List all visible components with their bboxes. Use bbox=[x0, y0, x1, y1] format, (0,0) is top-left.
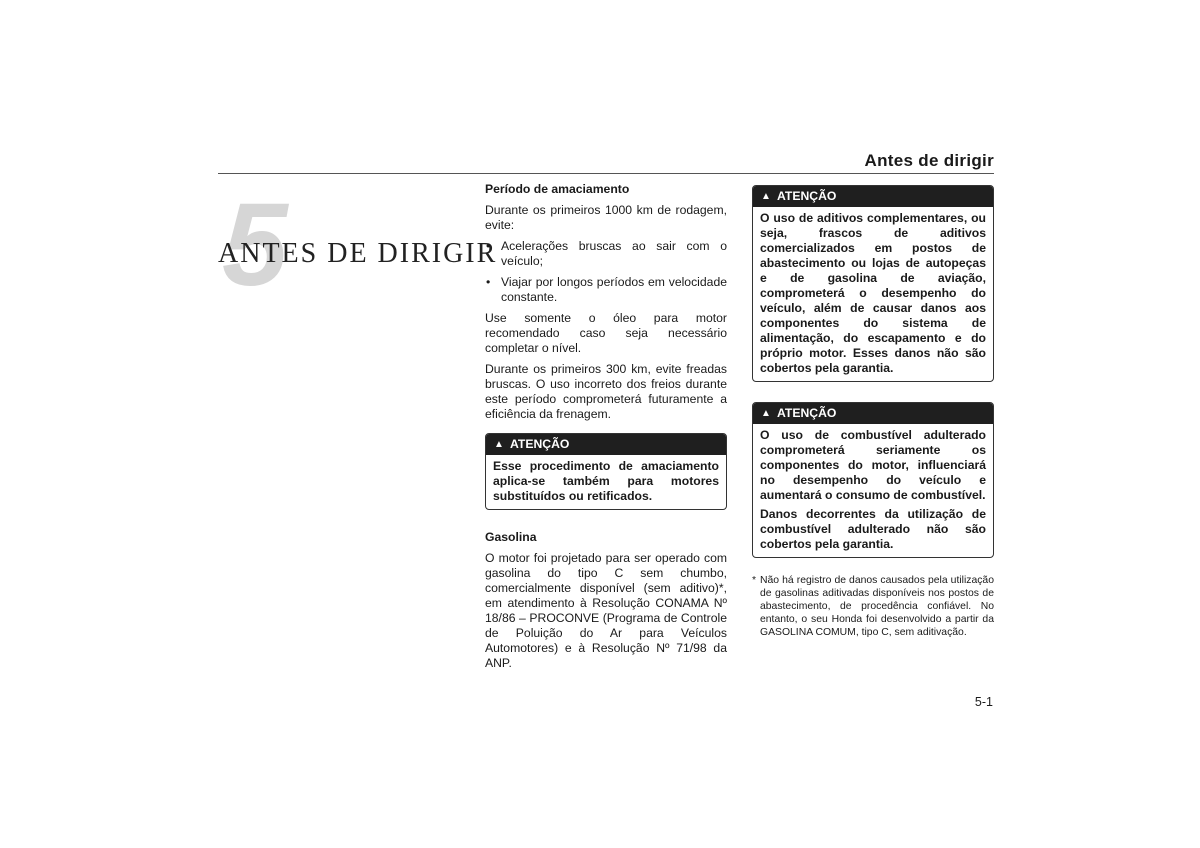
gasoline-heading: Gasolina bbox=[485, 530, 537, 544]
warning-triangle-icon: ▲ bbox=[761, 191, 771, 202]
brakes-paragraph: Durante os primeiros 300 km, evite freadas bruscas. O uso incorreto dos freios durante este período comprometerá futuramente a eficiência da frenagem. bbox=[485, 362, 727, 421]
warning-header bbox=[486, 434, 726, 455]
list-item: • Viajar por longos períodos em velocidade constante. bbox=[485, 275, 727, 305]
warning-text bbox=[486, 455, 726, 509]
break-in-list bbox=[485, 239, 727, 305]
warning-text-break-in: Esse procedimento de amaciamento aplica-se também para motores substituídos ou retificados. bbox=[493, 459, 719, 503]
chapter-title: ANTES DE DIRIGIR bbox=[218, 238, 498, 269]
footnote bbox=[752, 574, 994, 639]
warning-label: ATENÇÃO bbox=[777, 406, 837, 420]
break-in-intro: Durante os primeiros 1000 km de rodagem, evite: bbox=[485, 203, 727, 232]
page-number: 5-1 bbox=[974, 695, 993, 709]
warning-text bbox=[753, 207, 993, 381]
warning-triangle-icon: ▲ bbox=[494, 439, 504, 450]
gasoline-paragraph: O motor foi projetado para ser operado com gasolina do tipo C sem chumbo, comercialmente disponível (sem aditivo)*, em atendimento à Resolução CONAMA Nº 18/86 – PROCONVE (Programa de Controle de Poluição do Ar para Veículos Automotores) e à Resolução Nº 71/98 da ANP. bbox=[485, 551, 727, 670]
warning-text-adulterated-1: O uso de combustível adulterado comprometerá seriamente os componentes do motor, influenciará no desempenho do veículo e aumentará o consumo de combustível. bbox=[760, 428, 986, 502]
right-text-column bbox=[752, 185, 994, 639]
warning-label: ATENÇÃO bbox=[777, 189, 837, 203]
footnote-mark: * bbox=[752, 575, 757, 586]
warning-header bbox=[753, 403, 993, 424]
section-header-title: Antes de dirigir bbox=[864, 151, 994, 170]
warning-header bbox=[753, 186, 993, 207]
warning-box-additives bbox=[752, 185, 994, 382]
header-divider bbox=[218, 173, 994, 174]
break-in-heading: Período de amaciamento bbox=[485, 182, 630, 196]
warning-label: ATENÇÃO bbox=[510, 437, 570, 451]
warning-text-adulterated-2: Danos decorrentes da utilização de combustível adulterado não são cobertos pela garantia. bbox=[760, 507, 986, 551]
warning-text bbox=[753, 424, 993, 557]
list-item: • Acelerações bruscas ao sair com o veículo; bbox=[485, 239, 727, 269]
left-text-column bbox=[485, 182, 727, 677]
warning-box-adulterated-fuel bbox=[752, 402, 994, 558]
warning-text-additives: O uso de aditivos complementares, ou seja, frascos de aditivos comercializados em postos de abastecimento ou lojas de autopeças e de gasolina de aviação, comprometerá o desempenho do veículo, além de causar danos aos componentes do sistema de alimentação, do escapamento e do próprio motor. Esses danos não são cobertos pela garantia. bbox=[760, 211, 986, 375]
footnote-text: Não há registro de danos causados pela utilização de gasolinas aditivadas disponíveis nos postos de abastecimento, de procedência confiável. No entanto, o seu Honda foi desenvolvido a partir da GASOLINA COMUM, tipo C, sem aditivação. bbox=[760, 575, 994, 638]
warning-triangle-icon: ▲ bbox=[761, 408, 771, 419]
warning-box-break-in bbox=[485, 433, 727, 510]
chapter-number: 5 bbox=[222, 179, 288, 311]
oil-paragraph: Use somente o óleo para motor recomendado caso seja necessário completar o nível. bbox=[485, 311, 727, 355]
